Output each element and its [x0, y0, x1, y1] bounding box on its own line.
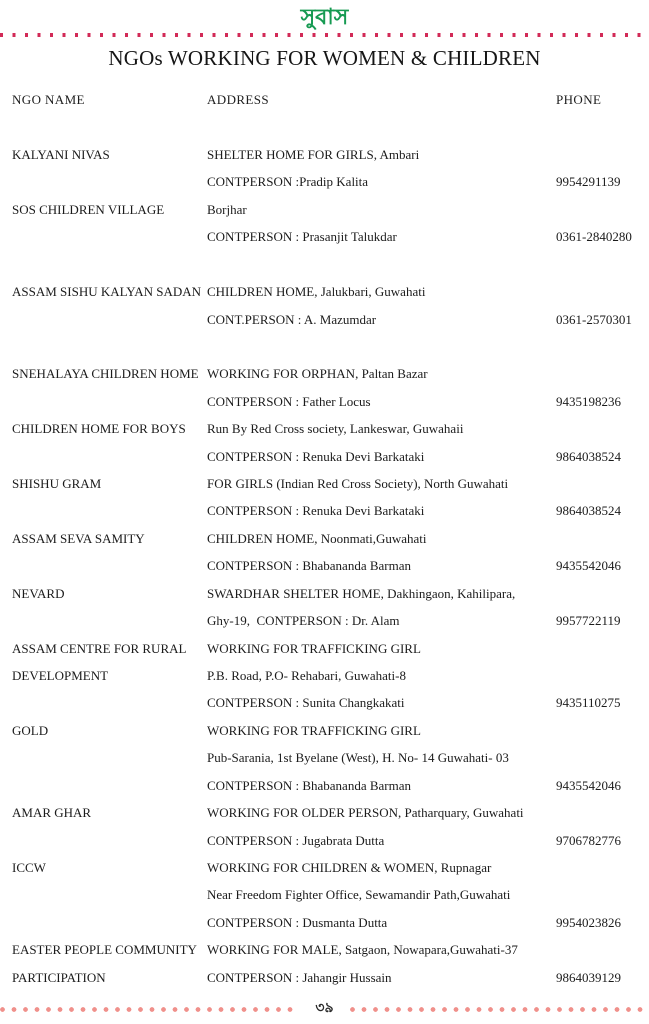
table-row [0, 612, 649, 639]
cell-ngo-name: CHILDREN HOME FOR BOYS [12, 421, 186, 437]
table-row [0, 832, 649, 859]
cell-phone [556, 886, 641, 913]
footer [0, 999, 649, 1019]
table-row [0, 969, 649, 996]
cell-address: WORKING FOR OLDER PERSON, Patharquary, Guwahati [207, 805, 524, 821]
table-row [0, 667, 649, 694]
top-dotted-divider [0, 33, 649, 37]
cell-address: FOR GIRLS (Indian Red Cross Society), North Guwahati [207, 476, 509, 492]
footer-dots-left [0, 1007, 299, 1012]
cell-ngo-name [12, 777, 207, 804]
table-row [0, 448, 649, 475]
cell-phone [556, 530, 641, 557]
cell-address: CONTPERSON : Jugabrata Dutta [207, 832, 385, 848]
cell-address: CONTPERSON : Bhabananda Barman [207, 558, 412, 574]
cell-address: SHELTER HOME FOR GIRLS, Ambari [207, 147, 420, 162]
brand-title: সুবাস [300, 4, 349, 29]
cell-address: WORKING FOR ORPHAN, Paltan Bazar [207, 366, 428, 382]
cell-phone: 9954291139 [556, 174, 621, 190]
cell-phone: 9706782776 [556, 832, 621, 848]
cell-phone [556, 859, 641, 886]
cell-phone: 9435198236 [556, 393, 621, 409]
column-header-ngo-name: NGO NAME [12, 92, 85, 107]
cell-phone: 9435542046 [556, 558, 621, 574]
cell-address: Borjhar [207, 201, 247, 217]
table-row [0, 228, 649, 255]
cell-ngo-name: SHISHU GRAM [12, 476, 102, 492]
cell-address: Pub-Sarania, 1st Byelane (West), H. No- 14 Guwahati- 03 [207, 750, 509, 766]
cell-ngo-name: ICCW [12, 859, 46, 875]
cell-ngo-name: GOLD [12, 722, 49, 738]
cell-phone: 9435110275 [556, 695, 621, 711]
table-row [0, 283, 649, 310]
column-header-phone: PHONE [556, 92, 602, 107]
cell-ngo-name [12, 886, 207, 913]
table-row [0, 640, 649, 667]
cell-ngo-name [12, 612, 207, 639]
table-row [0, 585, 649, 612]
cell-phone: 9864039129 [556, 969, 621, 985]
cell-phone [556, 941, 641, 968]
cell-ngo-name: ASSAM CENTRE FOR RURAL [12, 640, 187, 656]
column-header-address: ADDRESS [207, 92, 270, 107]
cell-ngo-name: SOS CHILDREN VILLAGE [12, 201, 165, 217]
table-row [0, 173, 649, 200]
cell-phone [556, 722, 641, 749]
cell-address: WORKING FOR CHILDREN & WOMEN, Rupnagar [207, 859, 492, 875]
cell-address: Ghy-19, CONTPERSON : Dr. Alam [207, 613, 400, 629]
cell-address: WORKING FOR TRAFFICKING GIRL [207, 722, 421, 738]
cell-address: CHILDREN HOME, Jalukbari, Guwahati [207, 284, 426, 300]
cell-ngo-name [12, 749, 207, 776]
cell-phone [556, 365, 641, 392]
cell-address: CONTPERSON : Dusmanta Dutta [207, 914, 388, 930]
cell-phone [556, 585, 641, 612]
table-row [0, 420, 649, 447]
cell-address: CONTPERSON : Jahangir Hussain [207, 969, 392, 985]
cell-phone [556, 146, 641, 173]
cell-ngo-name: ASSAM SEVA SAMITY [12, 530, 145, 546]
cell-ngo-name: EASTER PEOPLE COMMUNITY [12, 942, 197, 958]
cell-ngo-name [12, 393, 207, 420]
cell-phone: 9957722119 [556, 613, 621, 629]
cell-ngo-name: AMAR GHAR [12, 805, 92, 821]
table-row [0, 941, 649, 968]
cell-ngo-name: PARTICIPATION [12, 969, 106, 985]
cell-ngo-name: KALYANI NIVAS [12, 147, 110, 162]
cell-phone: 9954023826 [556, 914, 621, 930]
table-row [0, 694, 649, 721]
page-number: ৩৯ [315, 1001, 334, 1016]
table-row [0, 201, 649, 228]
cell-phone [556, 667, 641, 694]
cell-address: SWARDHAR SHELTER HOME, Dakhingaon, Kahilipara, [207, 585, 516, 601]
table-row [0, 914, 649, 941]
cell-ngo-name [12, 448, 207, 475]
cell-address: CONTPERSON : Sunita Changkakati [207, 695, 405, 711]
cell-ngo-name [12, 557, 207, 584]
cell-ngo-name: NEVARD [12, 585, 65, 601]
cell-address: CONTPERSON : Father Locus [207, 393, 371, 409]
cell-ngo-name [12, 311, 207, 338]
cell-phone: 9435542046 [556, 777, 621, 793]
table-row [0, 146, 649, 173]
cell-address: Run By Red Cross society, Lankeswar, Guwahaii [207, 421, 464, 437]
cell-address: CHILDREN HOME, Noonmati,Guwahati [207, 530, 427, 546]
cell-ngo-name: ASSAM SISHU KALYAN SADAN [12, 284, 202, 300]
cell-phone [556, 804, 641, 831]
cell-address: P.B. Road, P.O- Rehabari, Guwahati-8 [207, 668, 406, 684]
cell-phone [556, 749, 641, 776]
cell-ngo-name [12, 832, 207, 859]
cell-ngo-name [12, 228, 207, 255]
cell-phone: 9864038524 [556, 503, 621, 519]
cell-ngo-name [12, 502, 207, 529]
footer-dots-right [350, 1007, 649, 1012]
cell-address: WORKING FOR MALE, Satgaon, Nowapara,Guwahati-37 [207, 942, 518, 958]
table-row [0, 749, 649, 776]
cell-address: WORKING FOR TRAFFICKING GIRL [207, 640, 421, 656]
table-row [0, 311, 649, 338]
table-row [0, 804, 649, 831]
page-title: NGOs WORKING FOR WOMEN & CHILDREN [108, 46, 541, 70]
cell-ngo-name [12, 173, 207, 200]
cell-phone [556, 475, 641, 502]
cell-phone [556, 201, 641, 228]
cell-ngo-name: DEVELOPMENT [12, 668, 109, 684]
cell-phone: 0361-2840280 [556, 229, 632, 245]
cell-address: CONTPERSON : Prasanjit Talukdar [207, 229, 397, 245]
table-row [0, 475, 649, 502]
row-spacer [0, 256, 649, 283]
cell-address: CONTPERSON : Bhabananda Barman [207, 777, 412, 793]
cell-address: CONTPERSON : Renuka Devi Barkataki [207, 503, 425, 519]
cell-phone: 0361-2570301 [556, 311, 632, 327]
table-row [0, 777, 649, 804]
cell-phone: 9864038524 [556, 448, 621, 464]
table-row [0, 886, 649, 913]
cell-address: CONTPERSON :Pradip Kalita [207, 174, 369, 190]
table-row [0, 557, 649, 584]
table-row [0, 393, 649, 420]
table-row [0, 859, 649, 886]
column-header-row [0, 92, 649, 108]
ngo-table-body [0, 146, 649, 996]
table-row [0, 365, 649, 392]
cell-ngo-name: SNEHALAYA CHILDREN HOME [12, 366, 199, 382]
cell-address: CONT.PERSON : A. Mazumdar [207, 311, 377, 327]
row-spacer [0, 338, 649, 365]
cell-phone [556, 420, 641, 447]
cell-ngo-name [12, 694, 207, 721]
cell-address: CONTPERSON : Renuka Devi Barkataki [207, 448, 425, 464]
cell-ngo-name [12, 914, 207, 941]
cell-address: Near Freedom Fighter Office, Sewamandir Path,Guwahati [207, 887, 511, 903]
table-row [0, 502, 649, 529]
table-row [0, 722, 649, 749]
cell-phone [556, 640, 641, 667]
cell-phone [556, 283, 641, 310]
table-row [0, 530, 649, 557]
